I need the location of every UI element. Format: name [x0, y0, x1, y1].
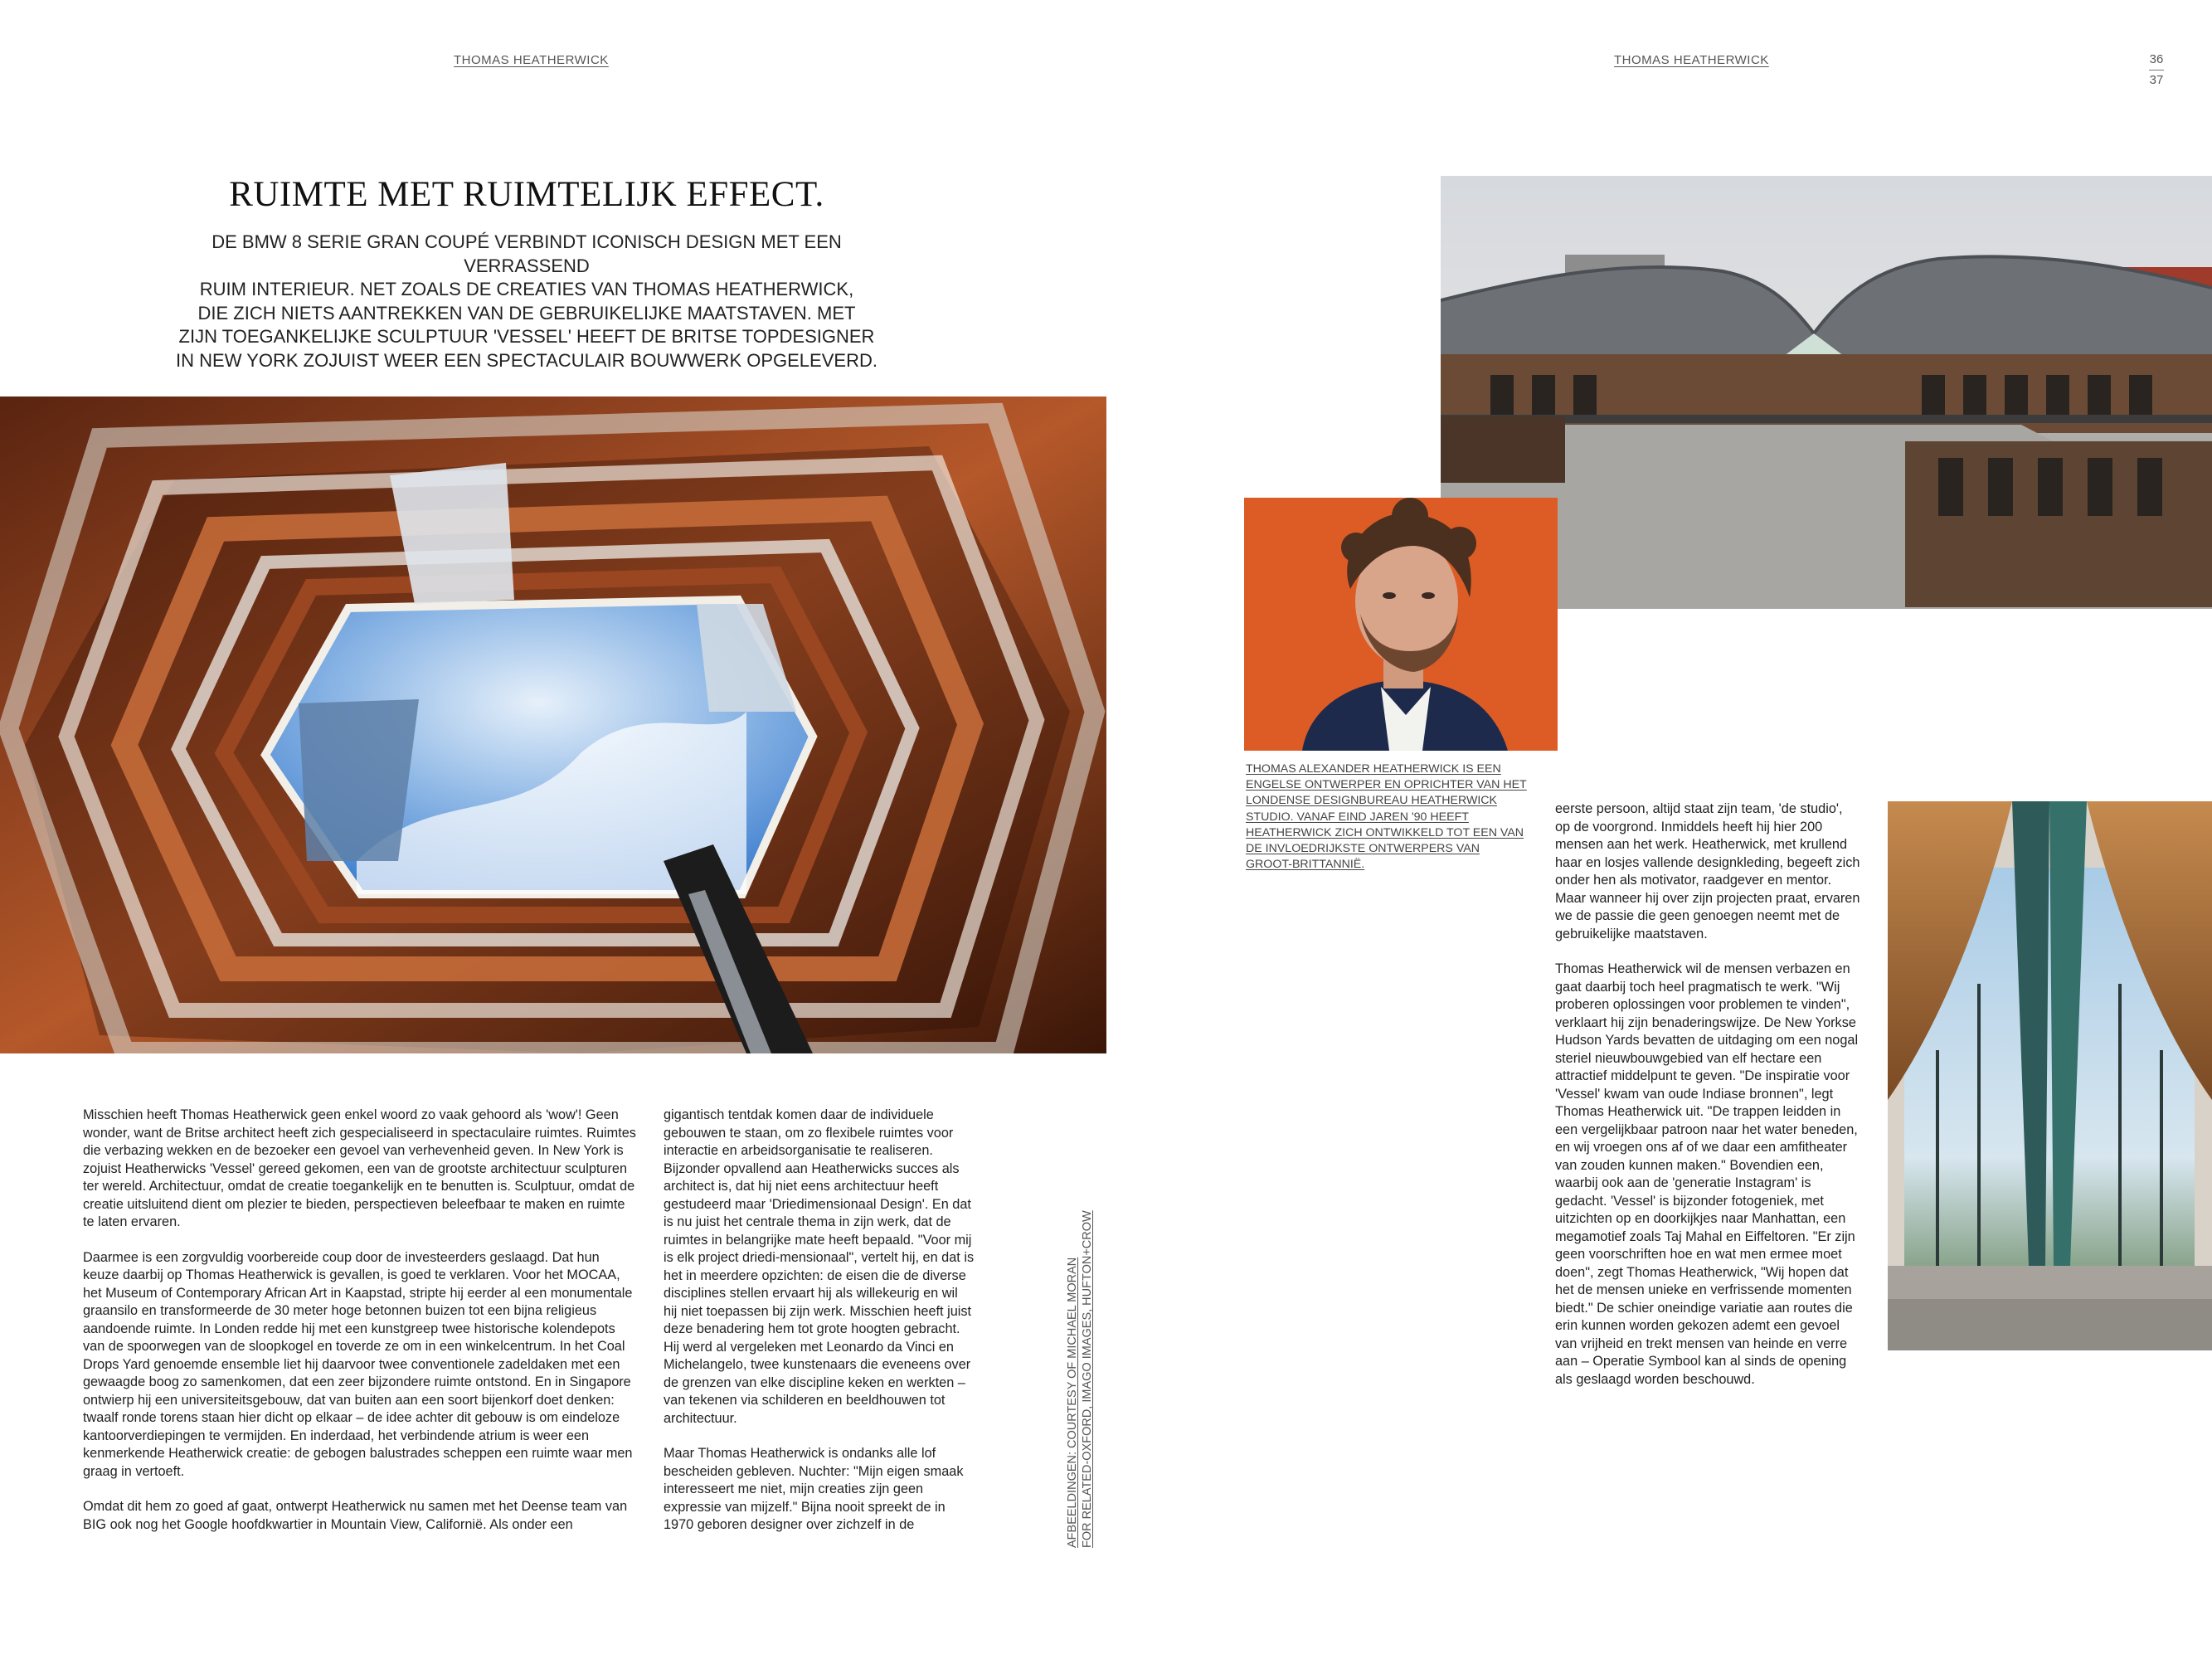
- page-numbers: [2144, 51, 2169, 89]
- paragraph: Daarmee is een zorgvuldig voorbereide coup door de investeerders geslaagd. Dat hun keuze daarbij op Thomas Heatherwick is gevallen, is goed te verklaren. Voor het MOCAA, het Museum of Contemporary African Art in Kaapstad, stripte hij eerder al een monumentale graansilo en transformeerde de 30 meter hoge betonnen buizen tot een bijna religieus aandoende ruimte. In Londen redde hij met een kunstgreep twee historische kolendepots van de spoorwegen van de sloopkogel en toverde ze om in een winkelcentrum. In het Coal Drops Yard genoemde ensemble liet hij daarvoor twee conventionele zadeldaken met een gewaagde boog zo samenkomen, dat een zeer bijzondere ruimte ontstond. En in Singapore ontwierp hij een universiteitsgebouw, dat van buiten aan een soort bijenkorf doet denken: twaalf ronde torens staan hier dicht op elkaar – de idee achter dit gebouw is om eindeloze kantoorverdiepingen te vermijden. En inderdaad, het verbindende atrium is weer een kenmerkende Heatherwick creatie: de gebogen balustrades scheppen een ruimte waar men graag in vertoeft.: [83, 1249, 633, 1479]
- photo-credit: [1065, 1210, 1095, 1548]
- article-column-3: [1555, 800, 1860, 1406]
- intro-line: DIE ZICH NIETS AANTREKKEN VAN DE GEBRUIKELIJKE MAATSTAVEN. MET: [197, 302, 856, 324]
- paragraph: Maar Thomas Heatherwick is ondanks alle lof bescheiden gebleven. Nuchter: "Mijn eigen smaak interesseert me niet, mijn creaties zijn geen expressie van mijzelf." Bijna nooit spreekt de in 1970 geboren designer over zichzelf in de: [664, 1446, 964, 1532]
- portrait-photo: [1244, 498, 1558, 751]
- intro-line: DE BMW 8 SERIE GRAN COUPÉ VERBINDT ICONISCH DESIGN MET EEN VERRASSEND: [211, 231, 842, 276]
- portrait-caption: THOMAS ALEXANDER HEATHERWICK IS EEN ENGELSE ONTWERPER EN OPRICHTER VAN HET LONDENSE DESIGNBUREAU HEATHERWICK STUDIO. VANAF EIND JAREN '90 HEEFT HEATHERWICK ZICH ONTWIKKELD TOT EEN VAN DE INVLOEDRIJKSTE ONTWERPERS VAN GROOT-BRITTANNIË.: [1246, 762, 1527, 872]
- paragraph: Misschien heeft Thomas Heatherwick geen enkel woord zo vaak gehoord als 'wow'! Geen wonder, want de Britse architect heeft zich gespecialiseerd in spectaculaire ruimtes. Ruimtes die verbazing wekken en de bezoeker een gevoel van verhevenheid geven. In New York is zojuist Heatherwicks 'Vessel' gereed gekomen, een van de grootste architectuur sculpturen ter wereld. Architectuur, omdat de creatie toegankelijk en te benutten is. Sculptuur, omdat de creatie uitsluitend dient om plezier te bieden, perspectieven beleefbaar te maken en ruimte te laten ervaren.: [83, 1107, 636, 1229]
- interior-glass-photo: [1888, 801, 2212, 1350]
- page-number-right: 37: [2149, 73, 2164, 87]
- intro-line: IN NEW YORK ZOJUIST WEER EEN SPECTACULAIR BOUWWERK OPGELEVERD.: [176, 349, 878, 371]
- page-number-left: 36: [2149, 52, 2164, 66]
- paragraph: Thomas Heatherwick wil de mensen verbazen en gaat daarbij toch heel pragmatisch te werk. "Wij proberen oplossingen voor problemen te vinden", verklaart hij zijn benaderingswijze. De New Yorkse Hudson Yards bevatten de uitdaging om een nogal steriel nieuwbouwgebied van elf hectare een attractief middelpunt te geven. "De inspiratie voor 'Vessel' kwam van oude Indiase bronnen", legt Thomas Heatherwick uit. "De trappen leidden in een vergelijkbaar patroon naar het water beneden, en wij vroegen ons af of we daar een amfitheater van zouden kunnen maken." Bovendien een, waarbij ook aan de 'generatie Instagram' is gedacht. 'Vessel' is bijzonder fotogeniek, met uitzichten op en doorkijkjes naar Manhattan, een megamotief zoals Taj Mahal en Eiffeltoren. "Er zijn geen voorschriften hoe en wat men ermee moet doen", zegt Thomas Heatherwick, "Wij hopen dat het de mensen unieke en verfrissende momenten biedt." De schier oneindige variatie aan routes die erin kunnen worden gekozen ademt een gevoel van vrijheid en trekt mensen van heinde en verre aan – Operatie Symbool kan al sinds de opening als geslaagd worden beschouwd.: [1555, 961, 1859, 1387]
- paragraph: Omdat dit hem zo goed af gaat, ontwerpt Heatherwick nu samen met het Deense team van BIG ook nog het Google hoofdkwartier in Mountain View, Californië. Als onder een: [83, 1499, 628, 1532]
- paragraph: gigantisch tentdak komen daar de individuele gebouwen te staan, om zo flexibele ruimtes voor interactie en arbeidsorganisatie te realiseren. Bijzonder opvallend aan Heatherwicks succes als architect is, dat hij niet eens architectuur heeft gestudeerd maar 'Driedimensionaal Design'. En dat is nu juist het centrale thema in zijn werk, dat de ruimtes in belangrijke mate heeft bepaald. "Voor mij is elk project driedi-mensionaal", vertelt hij, en dat is het in meerdere opzichten: de eisen die de diverse disciplines stellen ervaart hij als willekeurig en wil hij niet toepassen bij zijn werk. Misschien heeft juist deze benadering hem tot grote hoogten gebracht. Hij werd al vergeleken met Leonardo da Vinci en Michelangelo, twee kunstenaars die eveneens over de grenzen van elke discipline keken en werkten – van tekenen via schilderen en beeldhouwen tot architectuur.: [664, 1107, 975, 1426]
- paragraph: eerste persoon, altijd staat zijn team, 'de studio', op de voorgrond. Inmiddels heeft hij hier 200 mensen aan het werk. Heatherwick, met krullend haar en losjes vallende designkleding, begeeft zich onder hen als motivator, raadgever en mentor. Maar wanneer hij over zijn projecten praat, ervaren we de passie die geen genoegen neemt met de gebruikelijke maatstaven.: [1555, 801, 1860, 941]
- running-head-left: THOMAS HEATHERWICK: [454, 53, 609, 67]
- vessel-photo: [0, 397, 1106, 1053]
- intro-line: RUIM INTERIEUR. NET ZOALS DE CREATIES VAN THOMAS HEATHERWICK,: [199, 279, 854, 299]
- photo-credit-line: AFBEELDINGEN: COURTESY OF MICHAEL MORAN: [1066, 1257, 1079, 1548]
- intro-deck: [158, 231, 896, 372]
- article-column-1: [83, 1107, 637, 1551]
- intro-line: ZIJN TOEGANKELIJKE SCULPTUUR 'VESSEL' HEEFT DE BRITSE TOPDESIGNER: [178, 326, 875, 347]
- photo-credit-line: FOR RELATED-OXFORD, IMAGO IMAGES, HUFTON+CROW: [1081, 1210, 1094, 1548]
- page-number-divider: [2149, 70, 2164, 71]
- page-title: RUIMTE MET RUIMTELIJK EFFECT.: [229, 175, 824, 214]
- article-column-2: [664, 1107, 975, 1552]
- running-head-right: THOMAS HEATHERWICK: [1614, 53, 1769, 67]
